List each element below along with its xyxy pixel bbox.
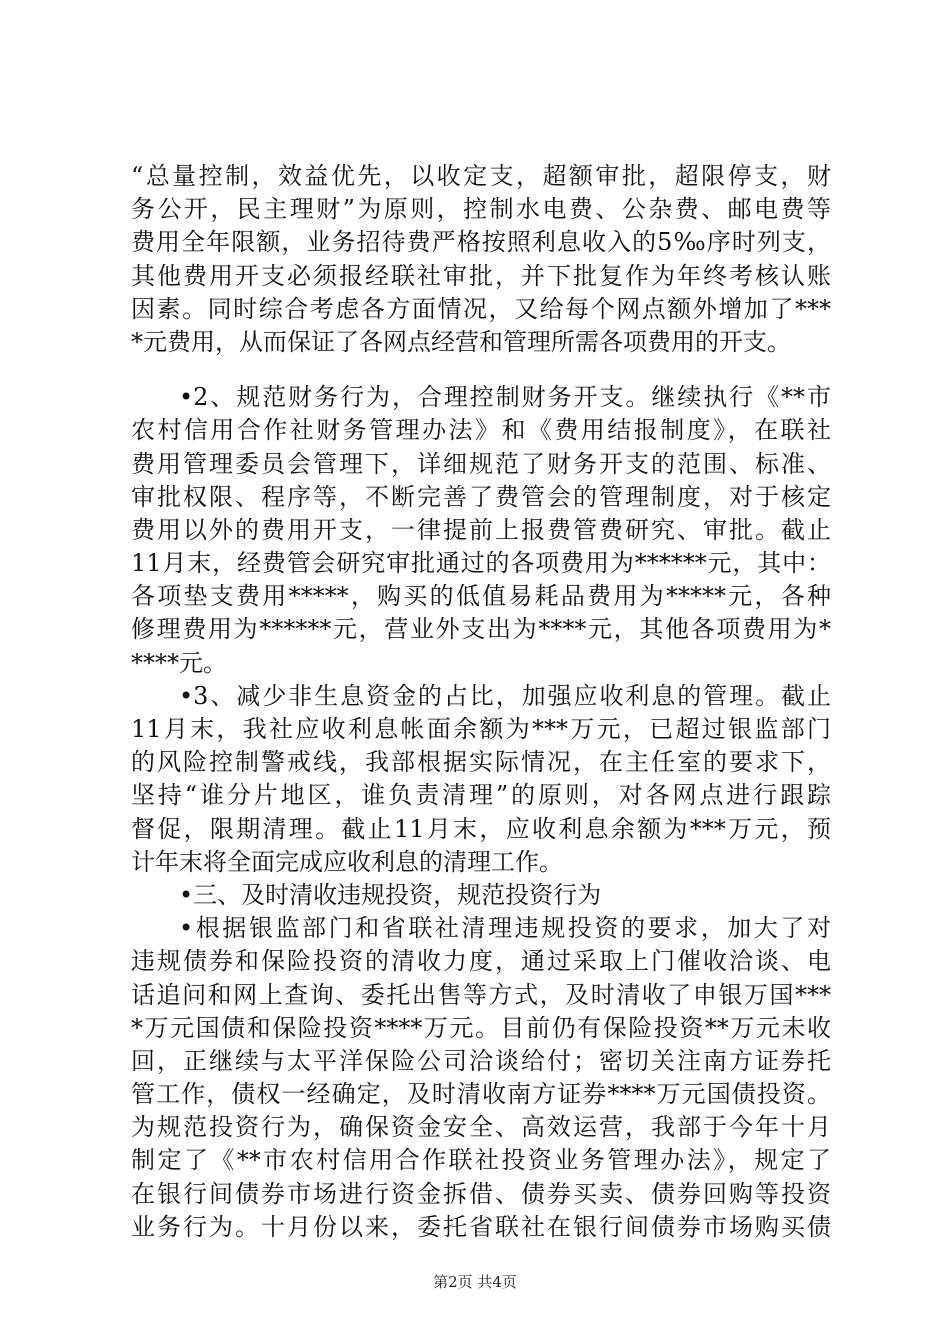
text-line: *万元国债和保险投资****万元。目前仍有保险投资**万元未收	[131, 1013, 831, 1042]
text-line: 各项垫支费用*****，购买的低值易耗品费用为*****元，各种	[131, 582, 831, 611]
paragraph-investment-recovery	[131, 912, 831, 1244]
page-footer	[0, 1272, 950, 1292]
text-line: 11月末，经费管会研究审批通过的各项费用为******元，其中：	[131, 549, 831, 578]
text-line: 务公开，民主理财”为原则，控制水电费、公杂费、邮电费等	[131, 195, 831, 224]
text-line: 违规债券和保险投资的清收力度，通过采取上门催收洽谈、电	[131, 947, 831, 976]
text-line: 修理费用为******元，营业外支出为****元，其他各项费用为*	[131, 615, 831, 644]
paragraph-gap	[131, 359, 831, 381]
text-line: 制定了《**市农村信用合作联社投资业务管理办法》，规定了	[131, 1146, 831, 1175]
text-line: 计年末将全面完成应收利息的清理工作。	[131, 847, 563, 876]
text-line: 坚持“谁分片地区，谁负责清理”的原则，对各网点进行跟踪	[131, 781, 831, 810]
text-line: 督促，限期清理。截止11月末，应收利息余额为***万元，预	[131, 814, 831, 843]
text-line: 农村信用合作社财务管理办法》和《费用结报制度》，在联社	[131, 416, 831, 445]
document-body	[131, 160, 831, 1244]
text-line: 回，正继续与太平洋保险公司洽谈给付；密切关注南方证券托	[131, 1046, 831, 1075]
text-line: 为规范投资行为，确保资金安全、高效运营，我部于今年十月	[131, 1113, 831, 1142]
text-line: 管工作，债权一经确定，及时清收南方证券****万元国债投资。	[131, 1080, 831, 1109]
text-line: •3、减少非生息资金的占比，加强应收利息的管理。截止	[179, 681, 831, 710]
text-line: 其他费用开支必须报经联社审批，并下批复作为年终考核认账	[131, 261, 831, 290]
text-line: *元费用，从而保证了各网点经营和管理所需各项费用的开支。	[131, 327, 791, 356]
text-line: 在银行间债券市场进行资金拆借、债券买卖、债券回购等投资	[131, 1179, 831, 1208]
section-heading-investment	[131, 879, 831, 912]
text-line: 业务行为。十月份以来，委托省联社在银行间债券市场购买债	[131, 1212, 831, 1241]
text-line: 审批权限、程序等，不断完善了费管会的管理制度，对于核定	[131, 482, 831, 511]
text-line: •根据银监部门和省联社清理违规投资的要求，加大了对	[179, 914, 831, 943]
text-line: 话追问和网上查询、委托出售等方式，及时清收了申银万国***	[131, 980, 831, 1009]
text-line: 费用以外的费用开支，一律提前上报费管费研究、审批。截止	[131, 515, 831, 544]
text-line: 因素。同时综合考虑各方面情况，又给每个网点额外增加了***	[131, 294, 831, 323]
text-line: 11月末，我社应收利息帐面余额为***万元，已超过银监部门	[131, 715, 831, 743]
paragraph-interest-management	[131, 680, 831, 879]
section-heading: •三、及时清收违规投资，规范投资行为	[179, 880, 602, 909]
text-line: 费用管理委员会管理下，详细规范了财务开支的范围、标准、	[131, 449, 831, 478]
text-line: •2、规范财务行为，合理控制财务开支。继续执行《**市	[179, 383, 831, 412]
text-line: “总量控制，效益优先，以收定支，超额审批，超限停支，财	[131, 162, 831, 190]
paragraph-cost-control	[131, 160, 831, 359]
text-line: ****元。	[131, 648, 227, 677]
paragraph-financial-conduct	[131, 381, 831, 680]
text-line: 的风险控制警戒线，我部根据实际情况，在主任室的要求下，	[131, 748, 831, 777]
page-number-label: 第2页 共4页	[433, 1273, 517, 1291]
text-line: 费用全年限额，业务招待费严格按照利息收入的5‰序时列支，	[131, 228, 831, 257]
